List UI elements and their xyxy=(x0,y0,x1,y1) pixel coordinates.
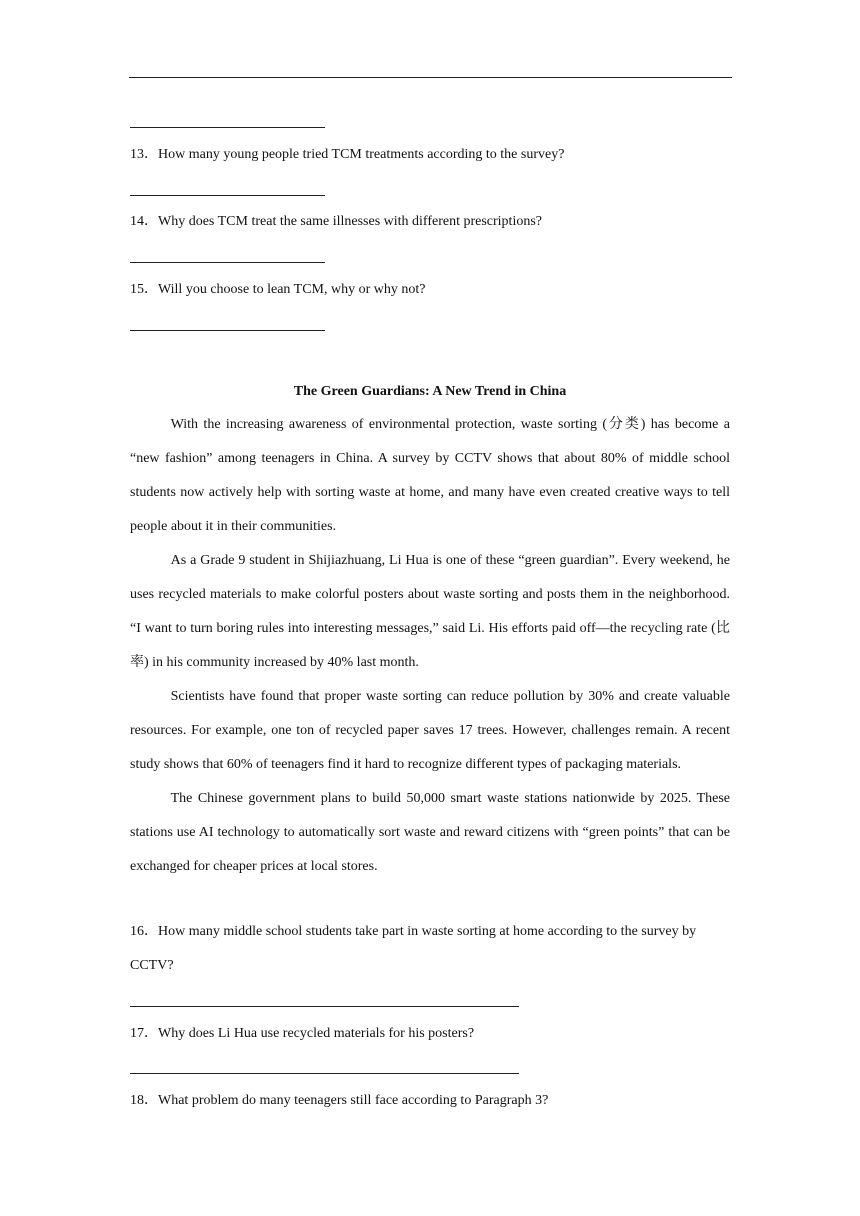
question-17 xyxy=(130,1017,474,1051)
question-13 xyxy=(130,138,564,172)
question-text: How many young people tried TCM treatments according to the survey? xyxy=(158,147,565,162)
answer-line-13[interactable] xyxy=(130,195,325,196)
answer-line-17[interactable] xyxy=(130,1073,519,1074)
article-paragraph-2: As a Grade 9 student in Shijiazhuang, Li Hua is one of these “green guardian”. Every weekend, he uses recycled materials to make colorful posters about waste sorting and posts them in the neighborhood. “I want to turn boring rules into interesting messages,” said Li. His efforts paid off—the recycling rate (比率) in his community increased by 40% last month. xyxy=(130,553,730,670)
question-number: 13． xyxy=(130,147,158,162)
article-paragraph-1: With the increasing awareness of environmental protection, waste sorting (分类) has become a “new fashion” among teenagers in China. A survey by CCTV shows that about 80% of middle school students now actively help with sorting waste at home, and many have even created creative ways to tell people about it in their communities. xyxy=(130,417,730,534)
question-text: What problem do many teenagers still face according to Paragraph 3? xyxy=(158,1093,549,1108)
article-paragraph-4: The Chinese government plans to build 50,000 smart waste stations nationwide by 2025. These stations use AI technology to automatically sort waste and reward citizens with “green points” that can be exchanged for cheaper prices at local stores. xyxy=(130,791,730,874)
article-body xyxy=(130,408,730,884)
question-number: 16． xyxy=(130,924,158,939)
page-header-rule xyxy=(129,77,732,78)
question-15 xyxy=(130,273,425,307)
answer-line-16[interactable] xyxy=(130,1006,519,1007)
article-title: The Green Guardians: A New Trend in China xyxy=(293,384,567,399)
question-16 xyxy=(130,915,730,983)
question-text: Why does Li Hua use recycled materials for his posters? xyxy=(158,1026,475,1041)
question-number: 14． xyxy=(130,214,158,229)
article-paragraph-3: Scientists have found that proper waste sorting can reduce pollution by 30% and create valuable resources. For example, one ton of recycled paper saves 17 trees. However, challenges remain. A recent study shows that 60% of teenagers find it hard to recognize different types of packaging materials. xyxy=(130,689,730,772)
question-number: 15． xyxy=(130,282,158,297)
question-text: Why does TCM treat the same illnesses with different prescriptions? xyxy=(158,214,543,229)
answer-line-12[interactable] xyxy=(130,127,325,128)
answer-line-14[interactable] xyxy=(130,262,325,263)
question-14 xyxy=(130,205,542,239)
answer-line-15[interactable] xyxy=(130,330,325,331)
question-number: 18． xyxy=(130,1093,158,1108)
question-text: How many middle school students take part in waste sorting at home according to the survey by CCTV? xyxy=(130,924,697,973)
question-number: 17． xyxy=(130,1026,158,1041)
question-text: Will you choose to lean TCM, why or why not? xyxy=(158,282,426,297)
question-18 xyxy=(130,1084,548,1118)
